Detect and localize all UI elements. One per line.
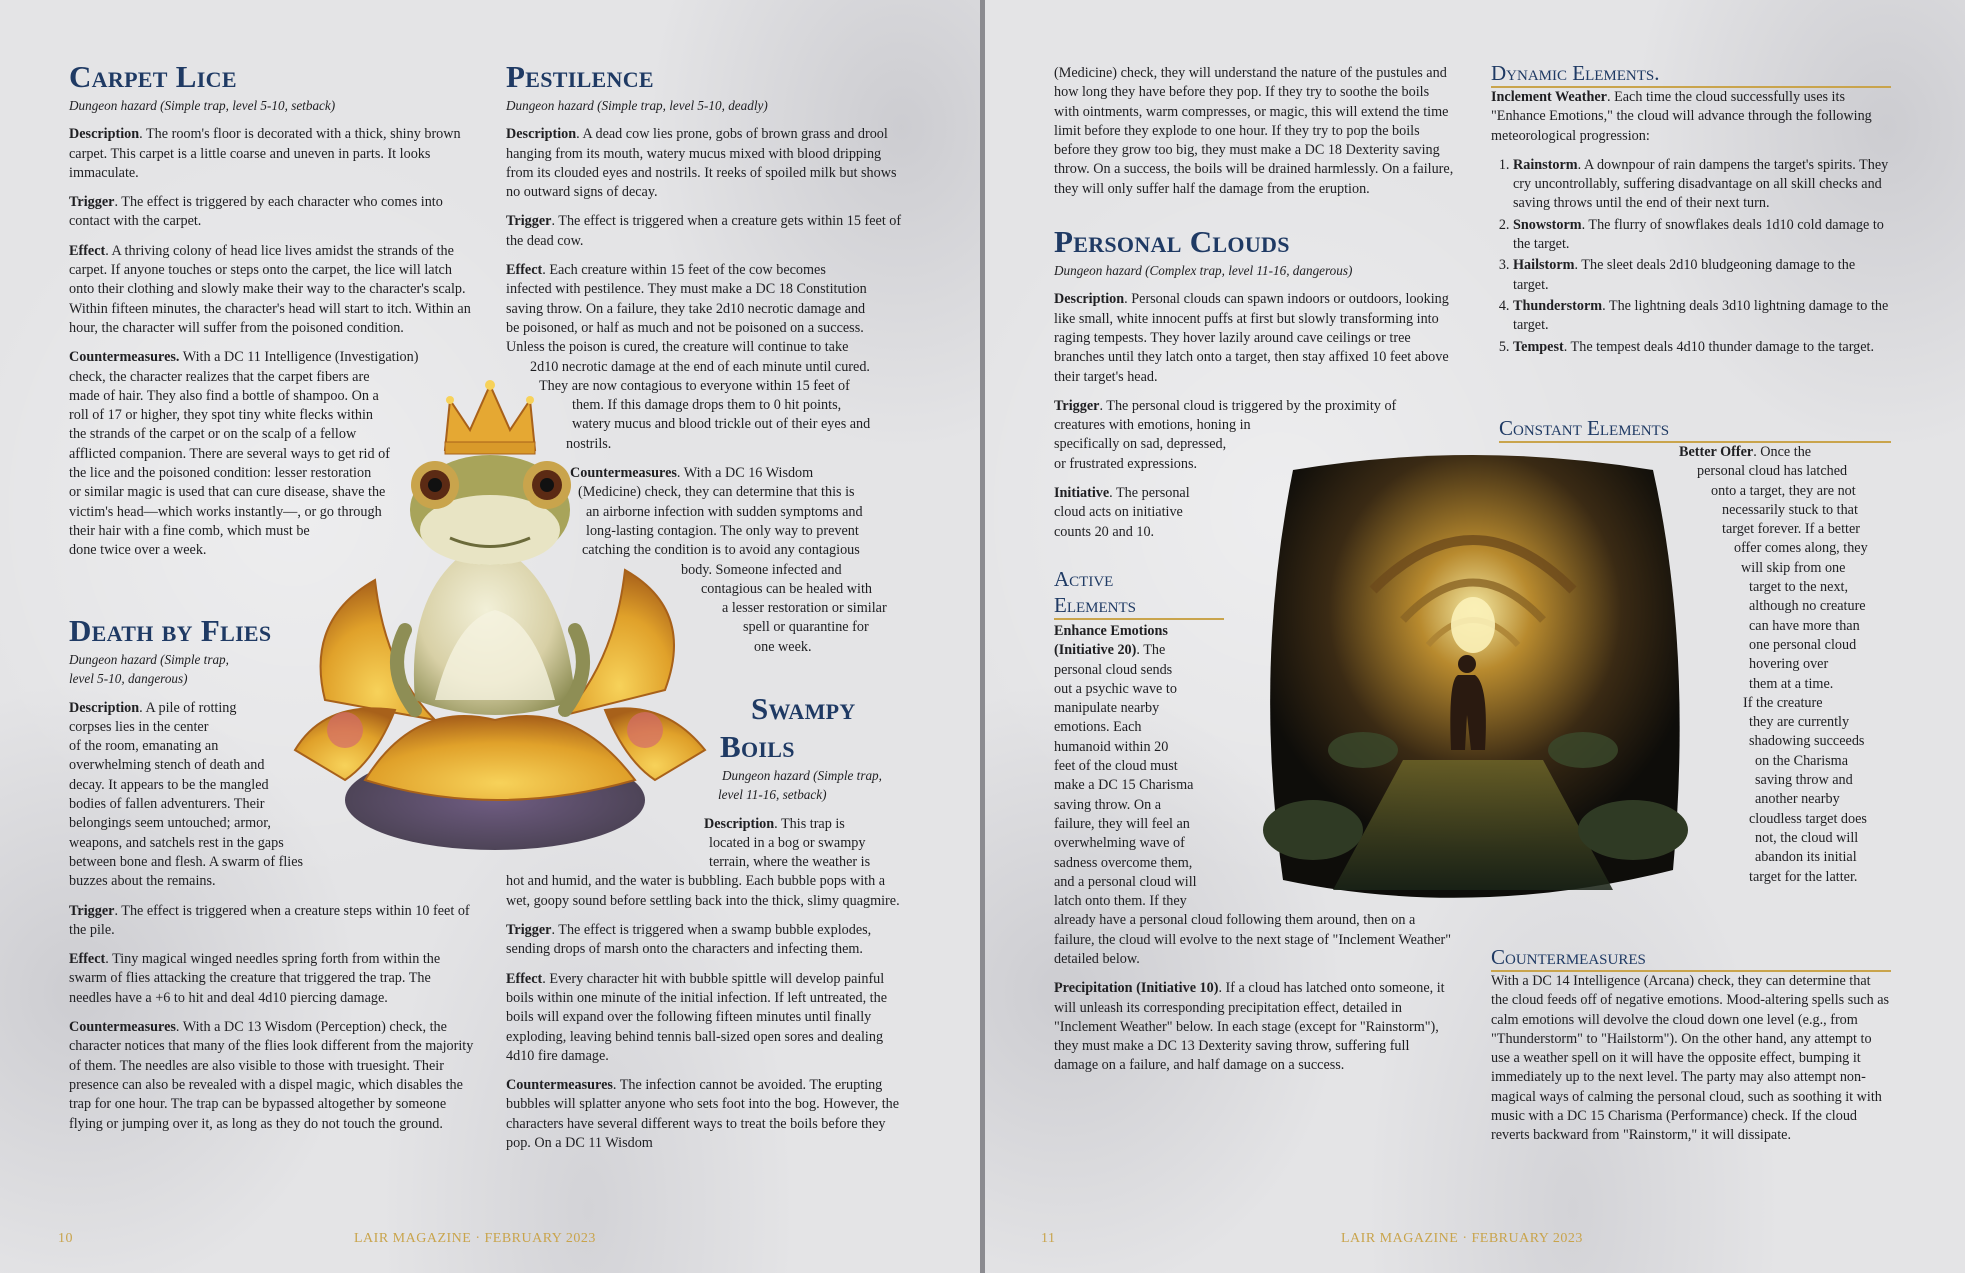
swampy-boils-countermeasures: Countermeasures. The infection cannot be avoided. The erupting bubbles will splatter anyone who sets foot into the bog. However, the characters have several different ways to treat the boils before they pop. On a DC 11 Wisdom (506, 1077, 900, 1152)
personal-clouds-title: Personal Clouds (1054, 224, 1290, 260)
personal-clouds-description: Description. Personal clouds can spawn indoors or outdoors, looking like small, white innocent puffs at first but slowly transforming into raging tempests. They hover lazily around cave ceilings or tree branches until they latch onto a target, then stay affixed 10 feet above their target's head. (1054, 291, 1449, 385)
pestilence-description: Description. A dead cow lies prone, gobs of brown grass and drool hanging from its mouth, watery mucus mixed with blood dripping from its clouded eyes and nostrils. It reeks of spoiled milk but shows no outward signs of decay. (506, 126, 897, 201)
right-page-number: 11 (1041, 1231, 1056, 1246)
death-by-flies-countermeasures: Countermeasures. With a DC 13 Wisdom (Perception) check, the character notices that many of the flies look different from the majority of them. The needles are also visible to those with truesight. Their presence can also be revealed with a dispel magic, which disables the trap for one hour. The trap can be bypassed altogether by someone flying or jumping over it, as long as they do not touch the ground. (69, 1019, 474, 1132)
pestilence-subtitle: Dungeon hazard (Simple trap, level 5-10, deadly) (506, 98, 768, 113)
death-by-flies-effect: Effect. Tiny magical winged needles spring forth from within the swarm of flies attacking the creature that triggered the trap. The needles have a +6 to hit and deal 4d10 piercing damage. (69, 951, 441, 1006)
personal-clouds-initiative: Initiative. The personal cloud acts on initiative counts 20 and 10. (1054, 485, 1190, 540)
death-by-flies-trigger: Trigger. The effect is triggered when a creature steps within 10 feet of the pile. (69, 902, 470, 938)
right-footer-title: LAIR MAGAZINE · FEBRUARY 2023 (1341, 1231, 1583, 1246)
countermeasures-text: With a DC 14 Intelligence (Arcana) check, they can determine that the cloud feeds off of negative emotions. Mood-altering spells such as calm emotions will devolve the cloud down one level (e.g., from "Thunderstorm" to "Hailstorm"). On the other hand, any attempt to use a weather spell on it will have the opposite effect, bumping it immediately up to the next level. The party may also attempt non-magical ways of calming the personal cloud, such as soothing it with music with a DC 15 Charisma (Performance) check. If the cloud reverts backward from "Rainstorm," it will dissipate. (1491, 973, 1890, 1144)
swampy-boils-title-line1: Swampy (751, 691, 856, 726)
swampy-boils-effect: Effect. Every character hit with bubble spittle will develop painful boils within one minute of the initial infection. If left untreated, the boils will expand over the following fifteen minutes until finally exploding, leaving behind tennis ball-sized open sores and dealing 4d10 fire damage. (506, 970, 887, 1064)
list-item: 4. Thunderstorm. The lightning deals 3d10 lightning damage to the target. (1513, 297, 1891, 336)
weather-progression-list (1491, 156, 1891, 357)
personal-clouds-trigger: Trigger. The personal cloud is triggered by the proximity of creatures with emotions, honing in specifically on sad, depressed, or frustrated expressions. (1054, 397, 1397, 472)
precipitation: Precipitation (Initiative 10). If a cloud has latched onto someone, it will unleash its corresponding precipitation effect, detailed in "Inclement Weather" below. In each stage (except for "Rainstorm"), they must make a DC 13 Dexterity saving throw, suffering full damage on a failure, and half damage on a success. (1054, 980, 1445, 1074)
left-page (0, 0, 980, 1273)
personal-clouds-subtitle: Dungeon hazard (Complex trap, level 11-16, dangerous) (1054, 263, 1353, 279)
constant-elements-title: Constant Elements (1499, 415, 1891, 443)
left-page-number: 10 (58, 1231, 73, 1246)
list-item: 1. Rainstorm. A downpour of rain dampens the target's spirits. They cry uncontrollably, suffering disadvantage on all skill checks and saving throws until the end of their next turn. (1513, 156, 1891, 214)
swampy-boils-title-line2: Boils (720, 729, 795, 764)
carpet-lice-effect: Effect. A thriving colony of head lice lives amidst the strands of the carpet. If anyone touches or steps onto the carpet, the lice will latch onto their clothing and slowly make their way to the character's scalp. Within fifteen minutes, the character's head will start to itch. Within an hour, the character will suffer from the poisoned condition. (69, 242, 471, 336)
inclement-weather: Inclement Weather. Each time the cloud successfully uses its "Enhance Emotions," the cloud will advance through the following meteorological progression: (1491, 89, 1872, 144)
swampy-boils-continued: (Medicine) check, they will understand the nature of the pustules and how long they have before they pop. If they try to soothe the boils with ointments, warm compresses, or magic, this will extend the time limit before they explode to one hour. If they try to pop the boils before they grow too big, they must make a DC 18 Dexterity saving throw. On a success, the boils will be drained harmlessly. On a failure, they will only suffer half the damage from the eruption. (1054, 65, 1454, 197)
list-item: 5. Tempest. The tempest deals 4d10 thunder damage to the target. (1513, 338, 1891, 357)
death-by-flies-description: Description. A pile of rotting corpses lies in the center of the room, emanating an overwhelming stench of death and decay. It appears to be the mangled bodies of fallen adventurers. Their belongings seem untouched; armor, weapons, and satchels rest in the gaps between bone and flesh. A swarm of flies buzzes about the remains. (69, 699, 304, 890)
enhance-emotions: Enhance Emotions (Initiative 20). The personal cloud sends out a psychic wave to manipulate nearby emotions. Each humanoid within 20 feet of the cloud must make a DC 15 Charisma saving throw. On a failure, they will feel an overwhelming wave of sadness overcome them, and a personal cloud will latch onto them. If they already have a personal cloud following them around, then on a failure, the cloud will evolve to the next stage of "Inclement Weather" detailed below. (1054, 622, 1452, 967)
carpet-lice-title: Carpet Lice (69, 59, 237, 94)
list-item: 3. Hailstorm. The sleet deals 2d10 bludgeoning damage to the target. (1513, 256, 1891, 295)
swampy-boils-trigger: Trigger. The effect is triggered when a swamp bubble explodes, sending drops of marsh onto the characters and infecting them. (506, 922, 872, 958)
list-item: 2. Snowstorm. The flurry of snowflakes deals 1d10 cold damage to the target. (1513, 216, 1891, 255)
better-offer: Better Offer. Once the personal cloud has latched onto a target, they are not necessarily stuck to that target forever. If a better offer comes along, they will skip from one target to the next, although no creature can have more than one personal cloud hovering over them at a time. If the creature they are currently shadowing succeeds on the Charisma saving throw and another nearby cloudless target does not, the cloud will abandon its initial target for the latter. (1679, 444, 1868, 885)
pestilence-trigger: Trigger. The effect is triggered when a creature gets within 15 feet of the dead cow. (506, 213, 902, 249)
carpet-lice-countermeasures: Countermeasures. With a DC 11 Intelligence (Investigation) check, the character realizes that the carpet fibers are made of hair. They also find a bottle of shampoo. On a roll of 17 or higher, they spot tiny white flecks within the strands of the carpet or on the scalp of a fellow afflicted companion. There are several ways to get rid of the lice and the poisoned condition: lesser restoration or similar magic is used that can cure disease, shave the victim's head—which works instantly—, or go through their hair with a fine comb, which must be done twice over a week. (69, 349, 419, 559)
left-footer-title: LAIR MAGAZINE · FEBRUARY 2023 (354, 1231, 596, 1246)
countermeasures-section (1491, 944, 1891, 1156)
right-column-2 (1491, 61, 1891, 367)
swampy-boils-description: Description. This trap is located in a bog or swampy terrain, where the weather is hot and humid, and the water is bubbling. Each bubble pops with a wet, goopy sound before settling back into the thick, slimy quagmire. (506, 815, 900, 909)
carpet-lice-subtitle: Dungeon hazard (Simple trap, level 5-10, setback) (69, 98, 336, 113)
carpet-lice-trigger: Trigger. The effect is triggered by each character who comes into contact with the carpet. (69, 194, 443, 230)
carpet-lice-description: Description. The room's floor is decorated with a thick, shiny brown carpet. This carpet is a little coarse and uneven in parts. It looks immaculate. (69, 126, 461, 181)
pestilence-title: Pestilence (506, 59, 654, 94)
pestilence-countermeasures: Countermeasures. With a DC 16 Wisdom (Medicine) check, they can determine that this is an airborne infection with sudden symptoms and long-lasting contagion. The only way to prevent catching the condition is to avoid any contagious body. Someone infected and contagious can be healed with a lesser restoration or similar spell or quarantine for one week. (570, 465, 887, 655)
frog-king-illustration (285, 370, 715, 870)
death-by-flies-subtitle: Dungeon hazard (Simple trap, level 5-10, dangerous) (69, 652, 229, 687)
constant-elements-section (1499, 415, 1891, 897)
right-page (985, 0, 1965, 1273)
dynamic-elements-title: Dynamic Elements. (1491, 60, 1891, 88)
swampy-boils-subtitle: Dungeon hazard (Simple trap, level 11-16, setback) (718, 768, 882, 803)
death-by-flies-title: Death by Flies (69, 613, 272, 648)
pestilence-effect: Effect. Each creature within 15 feet of the cow becomes infected with pestilence. They must make a DC 18 Constitution saving throw. On a failure, they take 2d10 necrotic damage and be poisoned, or half as much and not be poisoned on a success. Unless the poison is cured, the creature will continue to take 2d10 necrotic damage at the end of each minute until cured. They are now contagious to everyone within 15 feet of them. If this damage drops them to 0 hit points, watery mucus and blood trickle out of their eyes and nostrils. (506, 262, 871, 452)
active-elements-title: Active Elements (1054, 566, 1224, 620)
countermeasures-title: Countermeasures (1491, 944, 1891, 972)
